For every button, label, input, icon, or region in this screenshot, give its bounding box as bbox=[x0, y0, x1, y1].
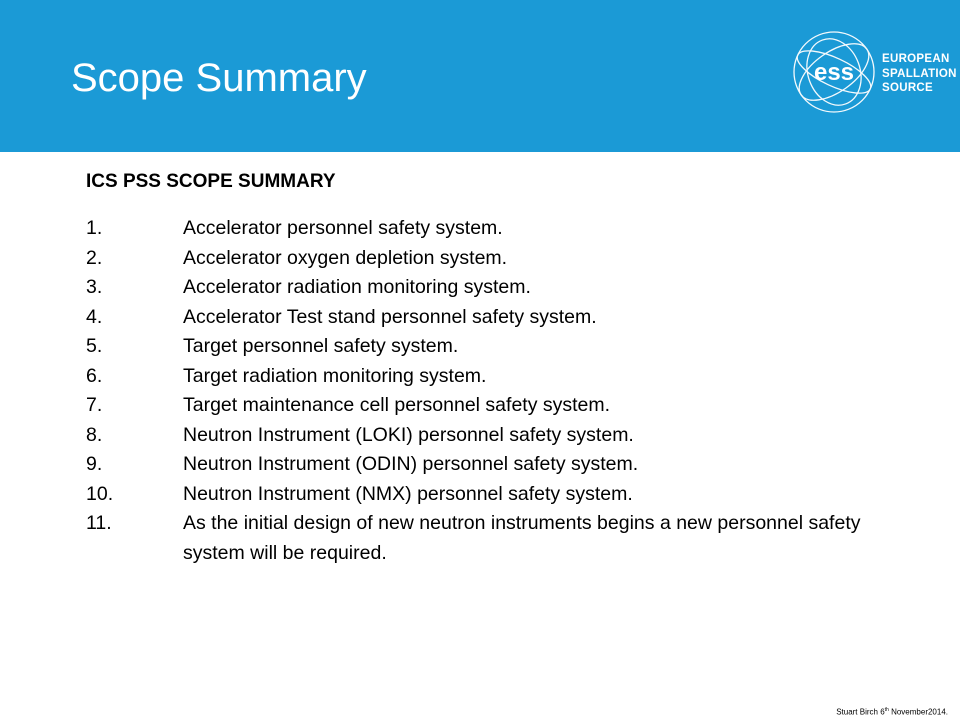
scope-item-number: 4. bbox=[86, 305, 103, 328]
logo-text bbox=[882, 52, 957, 96]
scope-item-number: 5. bbox=[86, 335, 103, 357]
scope-item-number: 7. bbox=[86, 394, 103, 416]
scope-item-text: Accelerator Test stand personnel safety system. bbox=[183, 305, 597, 328]
slide-content bbox=[86, 168, 926, 568]
scope-item-text: Target maintenance cell personnel safety system. bbox=[183, 394, 611, 416]
scope-item-text: Neutron Instrument (ODIN) personnel safety system. bbox=[183, 453, 639, 475]
logo-mark-text: ess bbox=[813, 59, 855, 86]
scope-item-number: 6. bbox=[86, 364, 103, 387]
footer-credit bbox=[836, 707, 948, 717]
scope-item-text: Target radiation monitoring system. bbox=[183, 364, 487, 387]
scope-item-number: 11. bbox=[86, 512, 112, 534]
ess-logo bbox=[790, 28, 957, 128]
scope-item-3 bbox=[86, 273, 926, 303]
scope-item-9 bbox=[86, 450, 926, 480]
scope-item-10 bbox=[86, 480, 926, 510]
scope-item-8 bbox=[86, 421, 926, 451]
scope-item-number: 1. bbox=[86, 217, 103, 239]
scope-item-4 bbox=[86, 303, 926, 333]
scope-item-7 bbox=[86, 391, 926, 421]
scope-item-number: 3. bbox=[86, 276, 103, 298]
scope-item-6 bbox=[86, 362, 926, 392]
header-banner bbox=[0, 0, 960, 152]
scope-item-1 bbox=[86, 214, 926, 244]
scope-item-11 bbox=[86, 509, 926, 568]
scope-item-text: Neutron Instrument (NMX) personnel safety system. bbox=[183, 482, 633, 505]
section-heading: ICS PSS SCOPE SUMMARY bbox=[86, 171, 336, 192]
logo-line-1: EUROPEAN bbox=[882, 53, 950, 65]
scope-item-text: Accelerator personnel safety system. bbox=[183, 217, 503, 239]
slide-title: Scope Summary bbox=[71, 56, 367, 100]
scope-item-text: Target personnel safety system. bbox=[183, 335, 459, 357]
scope-item-number: 9. bbox=[86, 453, 103, 475]
scope-item-number: 2. bbox=[86, 246, 103, 269]
ess-logo-icon bbox=[790, 28, 878, 116]
scope-item-text: As the initial design of new neutron instruments begins a new personnel safety system will be required. bbox=[183, 512, 861, 564]
footer-date-rest: November2014. bbox=[891, 708, 948, 717]
scope-item-text: Neutron Instrument (LOKI) personnel safety system. bbox=[183, 423, 634, 446]
footer-date-day: 6 bbox=[880, 708, 885, 717]
scope-item-number: 10. bbox=[86, 482, 114, 505]
footer-author: Stuart Birch bbox=[836, 708, 878, 717]
scope-item-number: 8. bbox=[86, 423, 103, 446]
footer-date-suffix: th bbox=[884, 707, 889, 714]
scope-item-text: Accelerator radiation monitoring system. bbox=[183, 276, 531, 298]
scope-item-5 bbox=[86, 332, 926, 362]
logo-line-3: SOURCE bbox=[882, 82, 934, 94]
scope-item-text: Accelerator oxygen depletion system. bbox=[183, 246, 508, 269]
logo-line-2: SPALLATION bbox=[882, 67, 957, 80]
scope-item-2 bbox=[86, 244, 926, 274]
scope-list bbox=[86, 214, 926, 568]
